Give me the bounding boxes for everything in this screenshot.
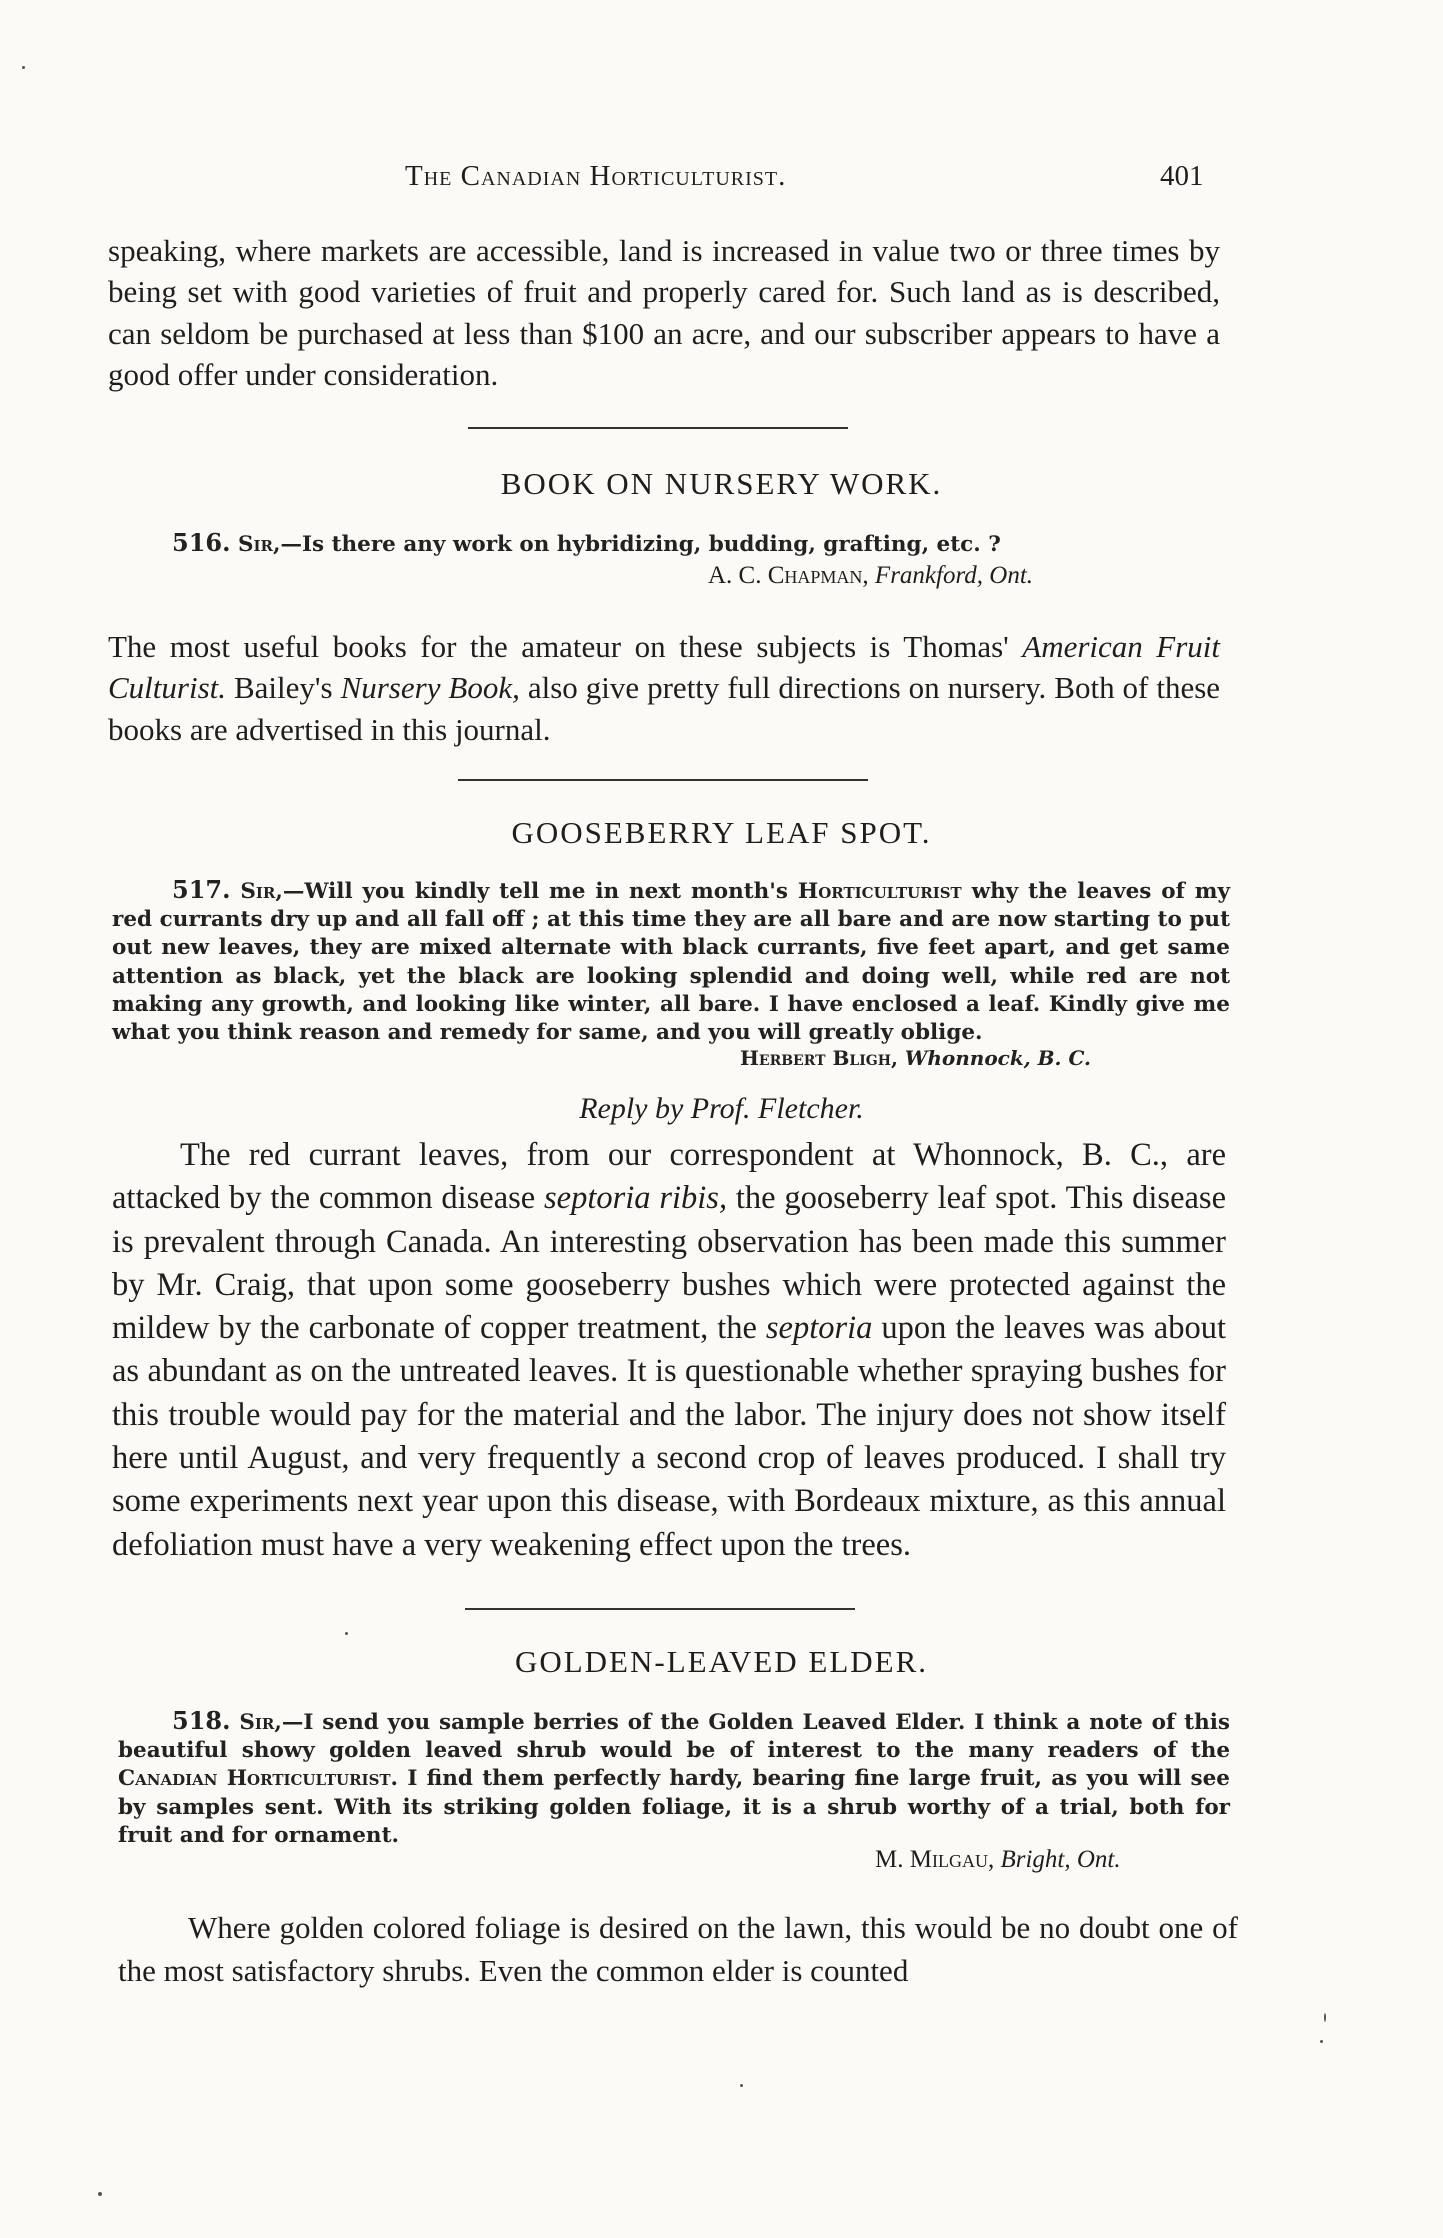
query-number: 516. [172,528,231,557]
scan-speck [740,2084,743,2087]
scan-speck [98,2192,102,2196]
book-title: American Fruit Culturist. [108,629,1221,706]
salutation: Sir, [239,1710,282,1735]
signature-516 [708,562,1033,590]
query-text: —Is there any work on hybridizing, budding, grafting, etc. ? [280,532,1001,557]
reply-byline: Reply by Prof. Fletcher. [579,1092,864,1125]
section-divider [458,779,868,781]
query-517 [112,876,1230,1047]
book-title: Nursery Book, [340,670,520,706]
section-heading-518: GOLDEN-LEAVED ELDER. [514,1644,929,1679]
query-text: why the leaves of my red currants dry up and all fall off ; at this time they are all bare and are now starting to put out new leaves, they are mixed alternate with black currants, five feet apart, and get same attention as black, yet the black are looking splendid and doing well, while red are not making any growth, and looking like winter, all bare. I have enclosed a leaf. Kindly give me what you think reason and remedy for same, and you will greatly oblige. [112,879,1230,1046]
page-number: 401 [1160,160,1204,192]
signature-name: A. C. Chapman, [708,562,869,589]
section-heading-516: BOOK ON NURSERY WORK. [500,466,943,501]
signature-name: Herbert Bligh, [740,1046,898,1070]
reply-text: upon the leaves was about as abundant as on the untreated leaves. It is questionable whether spraying bushes for this trouble would pay for the material and the labor. The injury does not show itself here until August, and very frequently a second crop of leaves produced. I shall try some experiments next year upon this disease, with Bordeaux mixture, as this annual defoliation must have a very weakening effect upon the trees. [112,1310,1226,1563]
query-516 [172,529,1232,559]
signature-518 [875,1846,1121,1874]
section-divider [468,427,848,429]
scan-speck [1324,2013,1326,2022]
salutation: Sir, [240,879,283,904]
answer-text: also give pretty full directions on nursery. Both of these books are advertised in this journal. [108,670,1221,747]
salutation: Sir, [237,532,281,557]
scan-speck [22,66,25,69]
signature-place: Frankford, Ont. [874,562,1034,589]
species-name: septoria ribis, [544,1180,728,1217]
answer-text: Bailey's [234,670,333,706]
section-divider [465,1608,855,1610]
query-text: —Will you kindly tell me in next month's [282,879,788,904]
answer-516 [108,626,1220,750]
species-name: septoria [765,1310,873,1347]
reply-517 [112,1134,1226,1567]
answer-text: The most useful books for the amateur on these subjects is Thomas' [108,629,1009,664]
journal-name: Horticulturist [797,879,962,904]
query-number: 517. [172,875,231,904]
scan-speck [345,1632,348,1635]
query-518 [118,1707,1230,1850]
signature-place: Bright, Ont. [1000,1846,1121,1873]
answer-518: Where golden colored foliage is desired on the lawn, this would be no doubt one of the most satisfactory shrubs. Even the common elder is counted [118,1910,1238,1988]
query-number: 518. [172,1706,231,1735]
signature-place: Whonnock, B. C. [904,1046,1091,1070]
section-heading-517: GOOSEBERRY LEAF SPOT. [511,815,932,850]
scan-speck [1320,2040,1323,2043]
signature-517 [740,1046,1091,1070]
reply-text: The red currant leaves, from our correspondent at Whonnock, B. C., are attacked by the common disease [112,1137,1226,1217]
query-text: I find them perfectly hardy, bearing fine large fruit, as you will see by samples sent. With its striking golden foliage, it is a shrub worthy of a trial, both for fruit and for ornament. [118,1766,1230,1848]
running-title: The Canadian Horticulturist. [405,160,787,192]
query-text: —I send you sample berries of the Golden Leaved Elder. I think a note of this beautiful showy golden leaved shrub would be of interest to the many readers of the [118,1710,1230,1764]
intro-paragraph: speaking, where markets are accessible, land is increased in value two or three times by being set with good varieties of fruit and properly cared for. Such land as is described, can seldom be purchased at less than $100 an acre, and our subscriber appears to have a good offer under consideration. [108,233,1220,392]
journal-name: Canadian Horticulturist. [118,1766,399,1792]
reply-text: the gooseberry leaf spot. This disease is prevalent through Canada. An interesting observation has been made this summer by Mr. Craig, that upon some gooseberry bushes which were protected against the mildew by the carbonate of copper treatment, the [112,1180,1227,1347]
signature-name: M. Milgau, [875,1846,995,1873]
